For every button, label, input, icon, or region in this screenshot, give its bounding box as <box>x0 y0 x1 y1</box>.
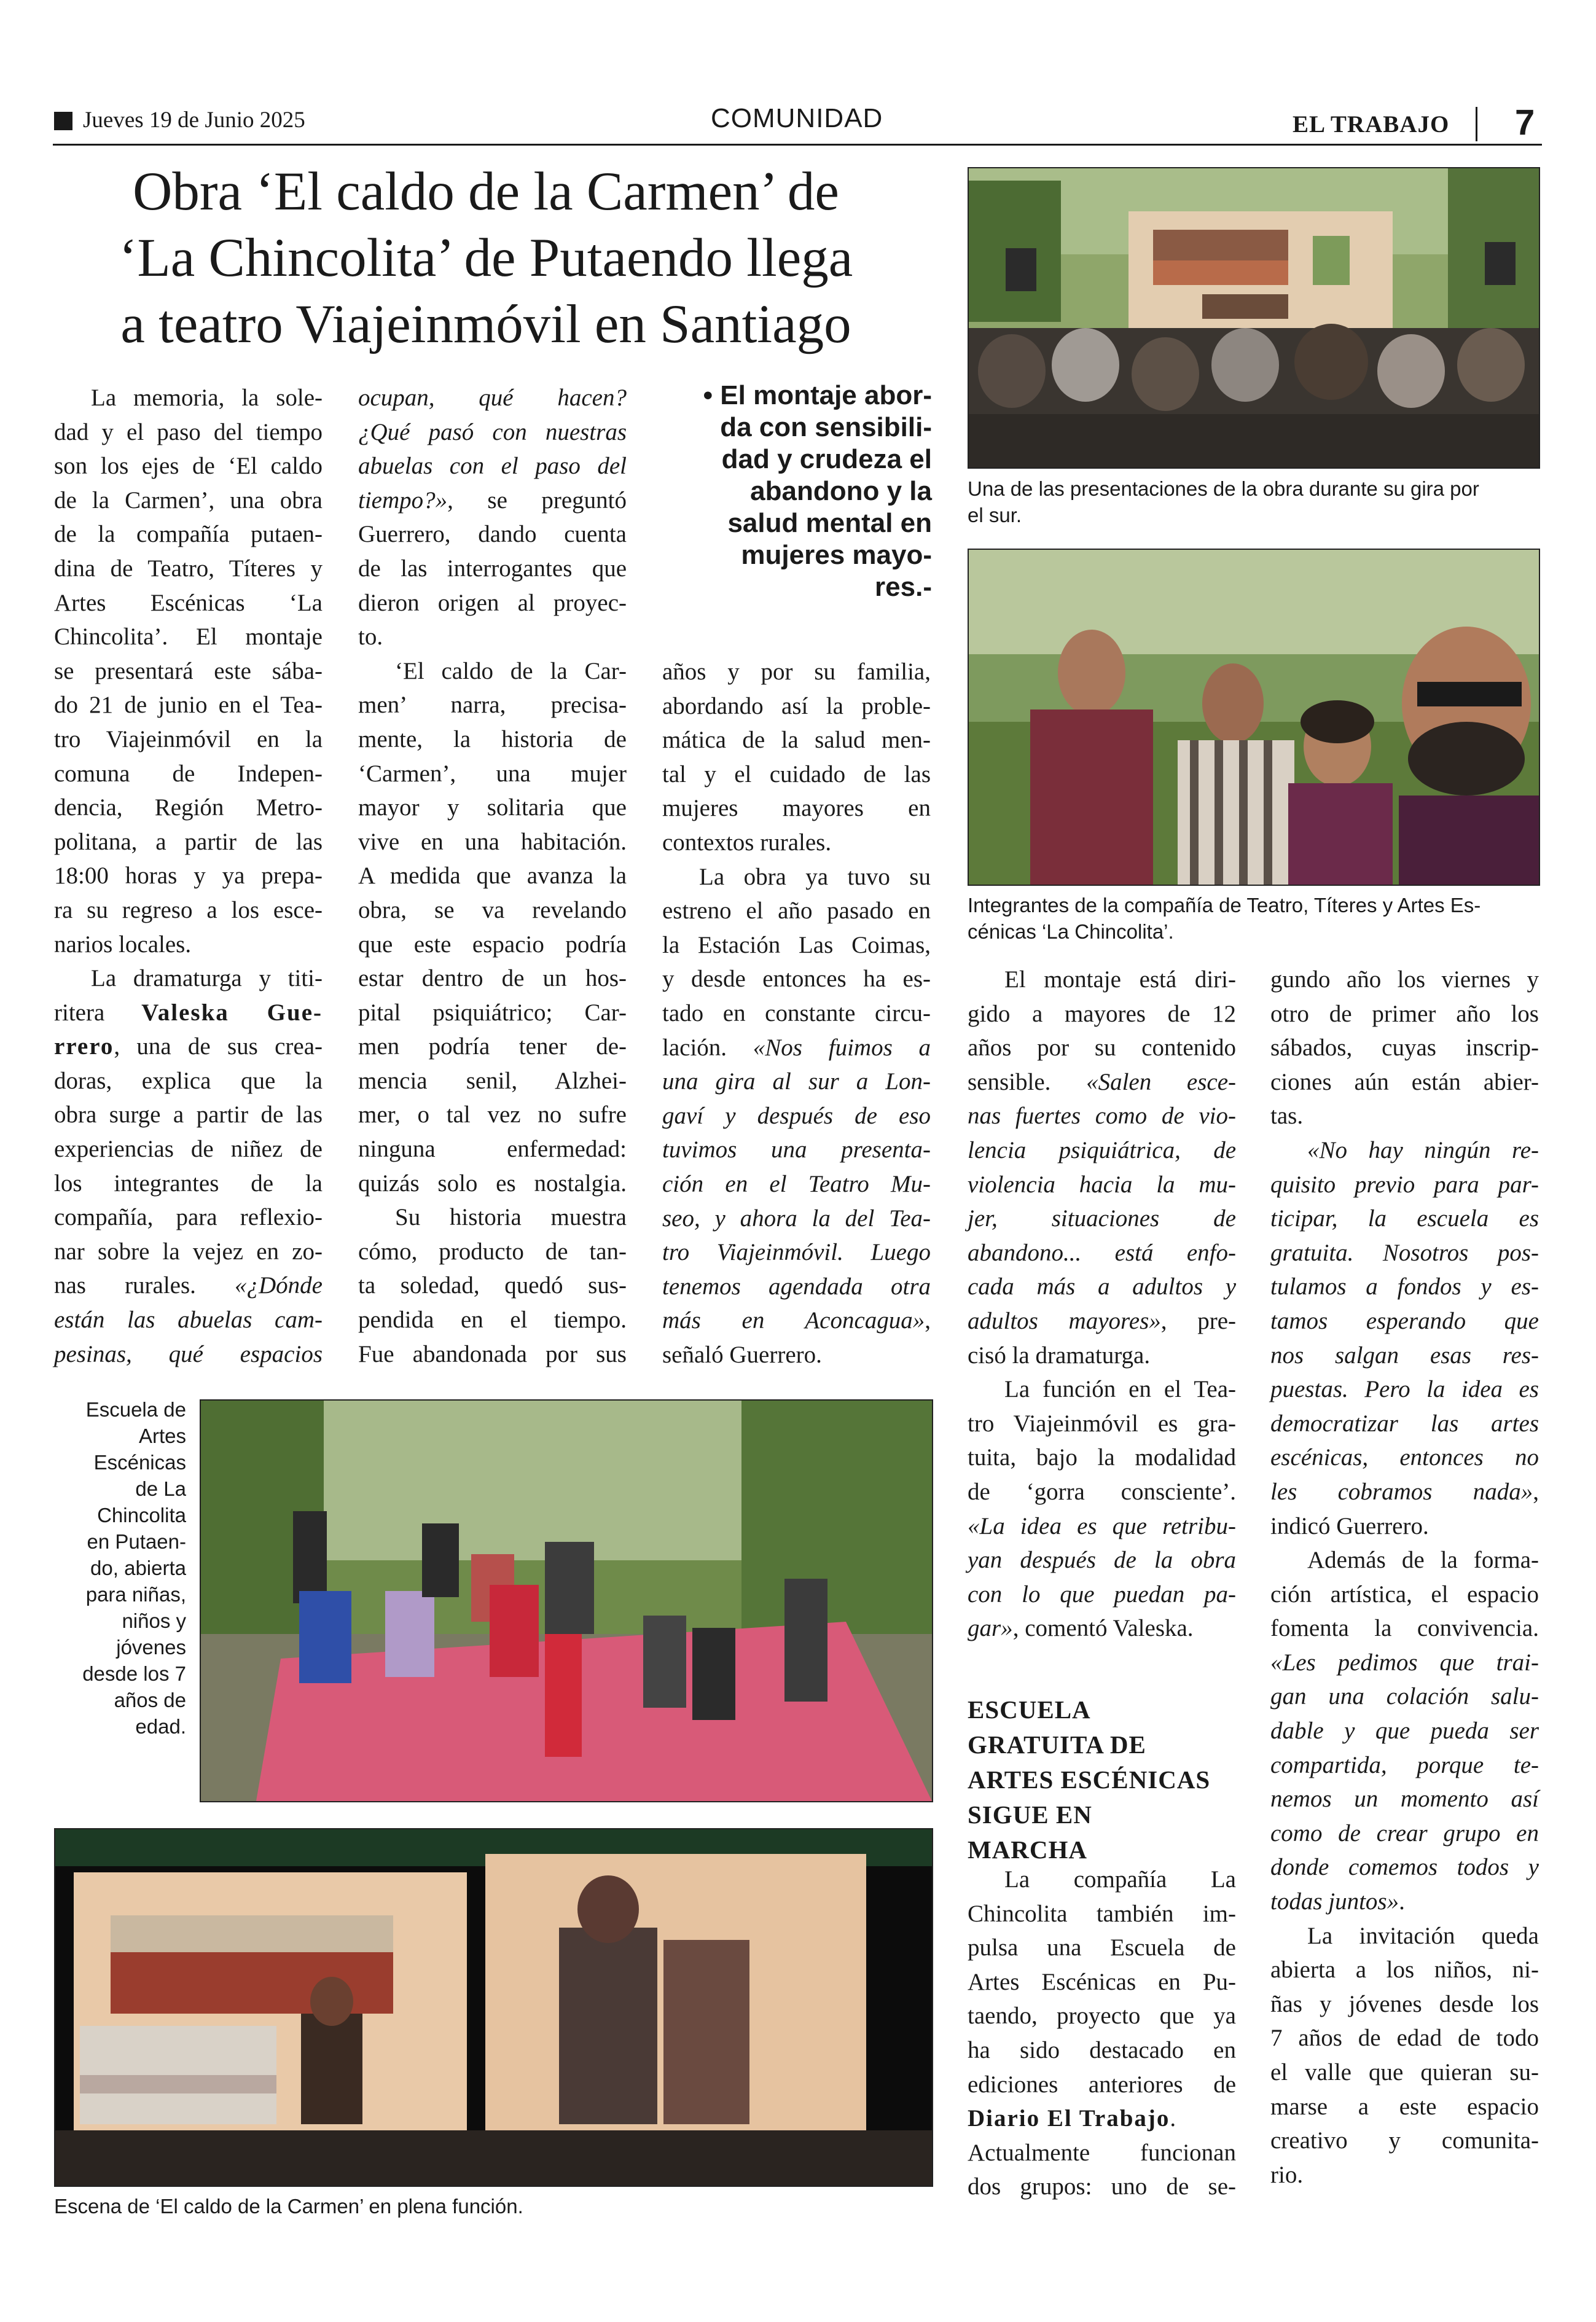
subhead-line: ESCUELA <box>968 1695 1091 1724</box>
text-run: ritera <box>54 999 142 1026</box>
text-line <box>1270 1440 1539 1475</box>
text-line: dencia, Región Metro- <box>54 794 323 821</box>
quote-run: tro Viajeinmóvil. Luego <box>662 1239 931 1266</box>
quote-run: «Salen esce- <box>1086 1068 1236 1095</box>
text-line <box>54 1337 323 1372</box>
subhead-line: SIGUE EN <box>968 1800 1092 1829</box>
person-name: rrero <box>54 1033 114 1060</box>
text-line <box>968 1133 1236 1168</box>
text-line <box>1270 1714 1539 1748</box>
article-column-3 <box>662 655 931 1372</box>
text-line <box>1270 1202 1539 1236</box>
quote-run: pesinas, qué espacios <box>54 1340 323 1367</box>
caption-line: cénicas ‘La Chincolita’. <box>968 920 1174 943</box>
photo-tour-performance <box>968 167 1540 469</box>
quote-run: lencia psiquiátrica, de <box>968 1136 1236 1163</box>
text-line: mujeres mayores en <box>662 795 931 822</box>
headline <box>53 158 919 358</box>
newspaper-name: EL TRABAJO <box>1293 111 1450 138</box>
text-line: to. <box>358 624 383 651</box>
text-line: ción artística, el espacio <box>1270 1581 1539 1608</box>
pull-quote-line: salud mental en <box>727 508 932 538</box>
text-line: ta soledad, quedó sus- <box>358 1272 627 1299</box>
photo-stage-scene <box>54 1828 933 2187</box>
text-line: estreno el año pasado en <box>662 897 931 925</box>
text-line <box>968 1304 1236 1339</box>
text-line: de la compañía putaen- <box>54 521 323 548</box>
text-line: tro Viajeinmóvil en la <box>54 725 323 752</box>
text-line: Su historia muestra <box>395 1204 627 1231</box>
page-number: 7 <box>1515 103 1535 143</box>
quote-run: nos salgan esas res- <box>1270 1342 1539 1369</box>
quote-run: democratizar las artes <box>1270 1410 1539 1437</box>
photo-school-workshop <box>200 1399 933 1802</box>
text-line: 7 años de edad de todo <box>1270 2025 1539 2052</box>
quote-run: nas fuertes como de vio- <box>968 1103 1236 1130</box>
text-line: tas. <box>1270 1103 1304 1130</box>
text-line: vive en una habitación. <box>358 828 627 855</box>
text-line <box>662 1304 931 1338</box>
text-line: Además de la forma- <box>1307 1547 1539 1574</box>
quote-run: ción en el Teatro Mu- <box>662 1170 931 1197</box>
caption-line: de La <box>135 1477 186 1500</box>
text-line: indicó Guerrero. <box>1270 1512 1429 1539</box>
headline-line: Obra ‘El caldo de la Carmen’ de <box>133 162 839 222</box>
caption-members <box>968 892 1539 945</box>
text-line: años y por su familia, <box>662 659 931 685</box>
text-line: quizás solo es nostalgia. <box>358 1170 627 1197</box>
caption-line: años de <box>114 1689 186 1711</box>
text-line: tuita, bajo la modalidad <box>968 1444 1236 1471</box>
article-column-5 <box>1270 963 1539 2192</box>
text-line: politana, a partir de las <box>54 828 323 855</box>
text-line: Chincolita’. El montaje <box>54 624 323 651</box>
text-line: obra surge a partir de las <box>54 1101 323 1128</box>
caption-line: Integrantes de la compañía de Teatro, Títeres y Artes Es- <box>968 894 1481 917</box>
text-line: gundo año los viernes y <box>1270 966 1539 993</box>
text-line <box>968 1577 1236 1612</box>
pull-quote-line: res.- <box>875 572 932 602</box>
text-line: Guerrero, dando cuenta <box>358 521 627 548</box>
text-run: , una de sus crea- <box>114 1033 323 1060</box>
text-line: compañía, para reflexio- <box>54 1204 323 1231</box>
text-line <box>662 1167 931 1202</box>
quote-run: «No hay ningún re- <box>1307 1136 1539 1163</box>
text-line: ra su regreso a los esce- <box>54 896 323 923</box>
text-line: tro Viajeinmóvil es gra- <box>968 1410 1236 1437</box>
text-line: dieron origen al proyec- <box>358 589 627 616</box>
text-line: que este espacio podría <box>358 931 627 958</box>
text-line: A medida que avanza la <box>358 862 627 889</box>
section-label: COMUNIDAD <box>711 103 883 133</box>
text-line: comuna de Indepen- <box>54 760 323 787</box>
text-run: nas rurales. <box>54 1272 235 1299</box>
text-line <box>1270 1407 1539 1441</box>
text-line <box>1270 1782 1539 1816</box>
text-line <box>662 1235 931 1270</box>
text-line: ciones aún están abier- <box>1270 1068 1539 1095</box>
caption-school <box>54 1396 186 1740</box>
text-line <box>968 1236 1236 1270</box>
text-line: La función en el Tea- <box>1004 1376 1236 1403</box>
text-line: y desde entonces ha es- <box>662 966 931 993</box>
text-line <box>54 996 323 1030</box>
text-line <box>1270 1304 1539 1339</box>
text-line: dos grupos: uno de se- <box>968 2173 1236 2200</box>
text-line <box>968 1099 1236 1133</box>
quote-run: seo, y ahora la del Tea- <box>662 1205 931 1232</box>
subhead-line: GRATUITA DE <box>968 1730 1146 1759</box>
caption-line: Chincolita <box>97 1504 186 1526</box>
text-line <box>968 2101 1236 2136</box>
text-run: , <box>925 1307 931 1334</box>
article-column-1 <box>54 381 323 1371</box>
text-line <box>662 1133 931 1167</box>
text-line: la Estación Las Coimas, <box>662 931 931 958</box>
photo-company-members <box>968 549 1540 886</box>
text-line: abordando así la proble- <box>662 692 931 719</box>
quote-run: donde comemos todos y <box>1270 1854 1539 1881</box>
text-line <box>968 1202 1236 1236</box>
quote-run: abandono... está enfo- <box>968 1239 1236 1266</box>
caption-line: do, abierta <box>90 1557 186 1579</box>
text-line: ediciones anteriores de <box>968 2071 1236 2098</box>
quote-run: más en Aconcagua» <box>662 1307 925 1334</box>
text-line: La compañía La <box>1004 1866 1236 1893</box>
quote-run: violencia hacia la mu- <box>968 1171 1236 1198</box>
text-line <box>1270 1133 1539 1168</box>
quote-run: tenemos agendada otra <box>662 1273 931 1300</box>
quote-run: quisito previo para par- <box>1270 1171 1539 1198</box>
text-line <box>1270 1885 1539 1919</box>
text-run: . <box>1399 1888 1405 1915</box>
text-line <box>358 449 627 483</box>
text-line <box>54 1030 323 1064</box>
text-line <box>54 1268 323 1303</box>
text-line: experiencias de niñez de <box>54 1136 323 1163</box>
text-line: 18:00 horas y ya prepa- <box>54 862 323 889</box>
text-line: de las interrogantes que <box>358 555 627 582</box>
headline-line: ‘La Chincolita’ de Putaendo llega <box>119 228 853 288</box>
quote-run: gaví y después de eso <box>662 1102 931 1129</box>
text-line <box>662 1202 931 1236</box>
text-line <box>1270 1372 1539 1407</box>
quote-run: gan una colación salu- <box>1270 1683 1539 1710</box>
caption-line: jóvenes <box>116 1636 186 1659</box>
text-line: mencia senil, Alzhei- <box>358 1067 627 1094</box>
text-line: son los ejes de ‘El caldo <box>54 453 323 480</box>
quote-run: «¿Dónde <box>235 1272 323 1299</box>
text-line <box>1270 1646 1539 1680</box>
text-line <box>968 1168 1236 1202</box>
text-line: marse a este espacio <box>1270 2093 1539 2120</box>
caption-scene: Escena de ‘El caldo de la Carmen’ en plena función. <box>54 2195 523 2218</box>
text-run: . <box>1170 2105 1176 2132</box>
text-run: , se preguntó <box>447 487 627 514</box>
text-line <box>1270 1475 1539 1509</box>
text-line <box>662 1065 931 1099</box>
newspaper-mention: Diario El Trabajo <box>968 2105 1170 2132</box>
text-line: ha sido destacado en <box>968 2036 1236 2063</box>
text-line: ‘El caldo de la Car- <box>395 657 627 684</box>
text-line: estar dentro de un hos- <box>358 965 627 992</box>
subhead-line: MARCHA <box>968 1835 1088 1864</box>
text-run: , <box>1533 1478 1539 1505</box>
person-name: Valeska Gue- <box>141 999 323 1026</box>
quote-run: yan después de la obra <box>968 1547 1236 1574</box>
caption-line: Escuela de <box>85 1398 186 1421</box>
text-line <box>1270 1816 1539 1851</box>
quote-run: gar» <box>968 1615 1013 1642</box>
quote-run: nemos un momento así <box>1270 1786 1539 1813</box>
text-run: , pre- <box>1160 1307 1236 1334</box>
caption-line: para niñas, <box>85 1583 186 1606</box>
quote-run: todas juntos» <box>1270 1888 1399 1915</box>
quote-run: ticipar, la escuela es <box>1270 1205 1539 1232</box>
text-line: tal y el cuidado de las <box>662 760 931 788</box>
text-line <box>54 1303 323 1337</box>
text-line: dina de Teatro, Títeres y <box>54 555 323 582</box>
caption-line: en Putaen- <box>87 1530 186 1553</box>
quote-run: jer, situaciones de <box>968 1205 1236 1232</box>
text-line <box>1270 1339 1539 1373</box>
caption-line: el sur. <box>968 504 1022 526</box>
quote-run: una gira al sur a Lon- <box>662 1068 931 1095</box>
text-line <box>968 1509 1236 1544</box>
quote-run: con lo que puedan pa- <box>968 1581 1236 1608</box>
text-line: La memoria, la sole- <box>91 385 323 411</box>
text-line: pital psiquiátrico; Car- <box>358 999 627 1026</box>
caption-line: Artes <box>138 1425 186 1447</box>
article-column-4 <box>968 963 1236 1646</box>
text-line: contextos rurales. <box>662 829 832 856</box>
text-line <box>358 381 627 415</box>
text-line: rio. <box>1270 2161 1304 2188</box>
text-line: ninguna enfermedad: <box>358 1136 627 1163</box>
text-line <box>1270 1168 1539 1202</box>
text-line: creativo y comunita- <box>1270 2127 1539 2154</box>
text-line: cómo, producto de tan- <box>358 1238 627 1265</box>
quote-run: como de crear grupo en <box>1270 1820 1539 1847</box>
text-line: mática de la salud men- <box>662 727 931 754</box>
quote-run: cada más a adultos y <box>968 1273 1236 1300</box>
caption-line: niños y <box>122 1609 186 1632</box>
text-line <box>968 1065 1236 1100</box>
text-run: sensible. <box>968 1068 1087 1095</box>
text-line: nar sobre la vejez en zo- <box>54 1238 323 1265</box>
text-line <box>1270 1236 1539 1270</box>
pull-quote-line: mujeres mayo- <box>741 540 932 570</box>
quote-run: les cobramos nada» <box>1270 1478 1533 1505</box>
quote-run: tiempo?» <box>358 487 448 514</box>
caption-line: Una de las presentaciones de la obra durante su gira por <box>968 477 1479 500</box>
text-line: gido a mayores de 12 <box>968 1000 1236 1027</box>
header-separator <box>1476 107 1477 141</box>
text-line: La invitación queda <box>1307 1922 1539 1949</box>
quote-run: gratuita. Nosotros pos- <box>1270 1239 1539 1266</box>
quote-run: ocupan, qué hacen? <box>358 385 627 411</box>
subhead-line: ARTES ESCÉNICAS <box>968 1765 1211 1794</box>
quote-run: dable y que pueda ser <box>1270 1718 1539 1745</box>
quote-run: «Les pedimos que trai- <box>1270 1649 1539 1676</box>
text-line <box>968 1543 1236 1577</box>
text-line: mayor y solitaria que <box>358 794 627 821</box>
header-square-mark <box>54 112 72 130</box>
quote-run: compartida, porque te- <box>1270 1751 1539 1778</box>
text-line: men’ narra, precisa- <box>358 692 627 719</box>
quote-run: adultos mayores» <box>968 1307 1161 1334</box>
article-column-4-continued <box>968 1863 1236 2204</box>
caption-line: desde los 7 <box>82 1662 186 1685</box>
text-line <box>358 415 627 450</box>
text-line <box>1270 1850 1539 1885</box>
text-line: el valle que quieran su- <box>1270 2059 1539 2086</box>
quote-run: escénicas, entonces no <box>1270 1444 1539 1471</box>
text-line: Fue abandonada por sus <box>358 1340 627 1367</box>
quote-run: ¿Qué pasó con nuestras <box>358 418 627 445</box>
text-run: , comentó Valeska. <box>1012 1615 1194 1642</box>
pull-quote-line: abandono y la <box>750 476 932 506</box>
quote-run: puestas. Pero la idea es <box>1270 1376 1539 1403</box>
text-line: men podría tener de- <box>358 1033 627 1060</box>
text-line <box>968 1270 1236 1304</box>
text-line <box>662 1099 931 1133</box>
text-line: tado en constante circu- <box>662 999 931 1026</box>
text-line: otro de primer año los <box>1270 1000 1539 1027</box>
text-line: dad y el paso del tiempo <box>54 418 323 445</box>
pull-quote-line: • El montaje abor- <box>703 380 932 410</box>
article-column-2 <box>358 381 627 1371</box>
text-line: taendo, proyecto que ya <box>968 2003 1236 2030</box>
quote-run: «Nos fuimos a <box>753 1034 931 1061</box>
text-line: El montaje está diri- <box>1004 966 1236 993</box>
text-line: se presentará este sába- <box>54 657 323 684</box>
text-line: obra, se va revelando <box>358 896 627 923</box>
text-line: Artes Escénicas ‘La <box>54 589 323 616</box>
text-line: La dramaturga y titi- <box>91 965 323 992</box>
text-line <box>1270 1679 1539 1714</box>
text-line: mer, o tal vez no sufre <box>358 1101 627 1128</box>
text-line: señaló Guerrero. <box>662 1341 822 1368</box>
text-line: pulsa una Escuela de <box>968 1934 1236 1961</box>
text-line <box>662 1270 931 1304</box>
text-line: Chincolita también im- <box>968 1900 1236 1927</box>
text-line: de la Carmen’, una obra <box>54 487 323 514</box>
text-run: lación. <box>662 1034 753 1061</box>
text-line: Actualmente funcionan <box>968 2139 1236 2166</box>
quote-run: tulamos a fondos y es- <box>1270 1273 1539 1300</box>
text-line: narios locales. <box>54 931 192 958</box>
text-line: do 21 de junio en el Tea- <box>54 692 323 719</box>
text-line: Artes Escénicas en Pu- <box>968 1968 1236 1995</box>
quote-run: «La idea es que retribu- <box>968 1512 1236 1539</box>
section-subhead <box>968 1692 1236 1867</box>
text-line: pendida en el tiempo. <box>358 1307 627 1334</box>
text-line: ñas y jóvenes desde los <box>1270 1990 1539 2017</box>
text-line <box>1270 1270 1539 1304</box>
quote-run: tamos esperando que <box>1270 1307 1539 1334</box>
text-line: sábados, cuyas inscrip- <box>1270 1034 1539 1061</box>
quote-run: abuelas con el paso del <box>358 453 627 480</box>
text-line: cisó la dramaturga. <box>968 1342 1151 1369</box>
text-line: años por su contenido <box>968 1034 1236 1061</box>
text-line: de ‘gorra consciente’. <box>968 1478 1236 1505</box>
text-line <box>1270 1748 1539 1783</box>
header-rule <box>53 144 1542 146</box>
text-line <box>358 483 627 518</box>
issue-date: Jueves 19 de Junio 2025 <box>83 108 305 133</box>
text-line <box>662 1031 931 1065</box>
pull-quote <box>667 380 932 603</box>
text-line <box>968 1611 1236 1646</box>
text-line: los integrantes de la <box>54 1170 323 1197</box>
pull-quote-line: dad y crudeza el <box>721 444 932 474</box>
pull-quote-line: da con sensibili- <box>720 412 932 442</box>
text-line: La obra ya tuvo su <box>699 863 931 890</box>
caption-line: Escénicas <box>93 1451 186 1474</box>
text-line: fomenta la convivencia. <box>1270 1615 1539 1642</box>
headline-line: a teatro Viajeinmóvil en Santiago <box>120 294 851 354</box>
caption-line: edad. <box>135 1715 186 1738</box>
text-line: doras, explica que la <box>54 1067 323 1094</box>
text-line: ‘Carmen’, una mujer <box>358 760 627 787</box>
quote-run: tuvimos una presenta- <box>662 1136 931 1163</box>
quote-run: están las abuelas cam- <box>54 1307 323 1334</box>
text-line: abierta a los niños, ni- <box>1270 1957 1539 1984</box>
caption-tour <box>968 475 1539 528</box>
text-line: mente, la historia de <box>358 725 627 752</box>
